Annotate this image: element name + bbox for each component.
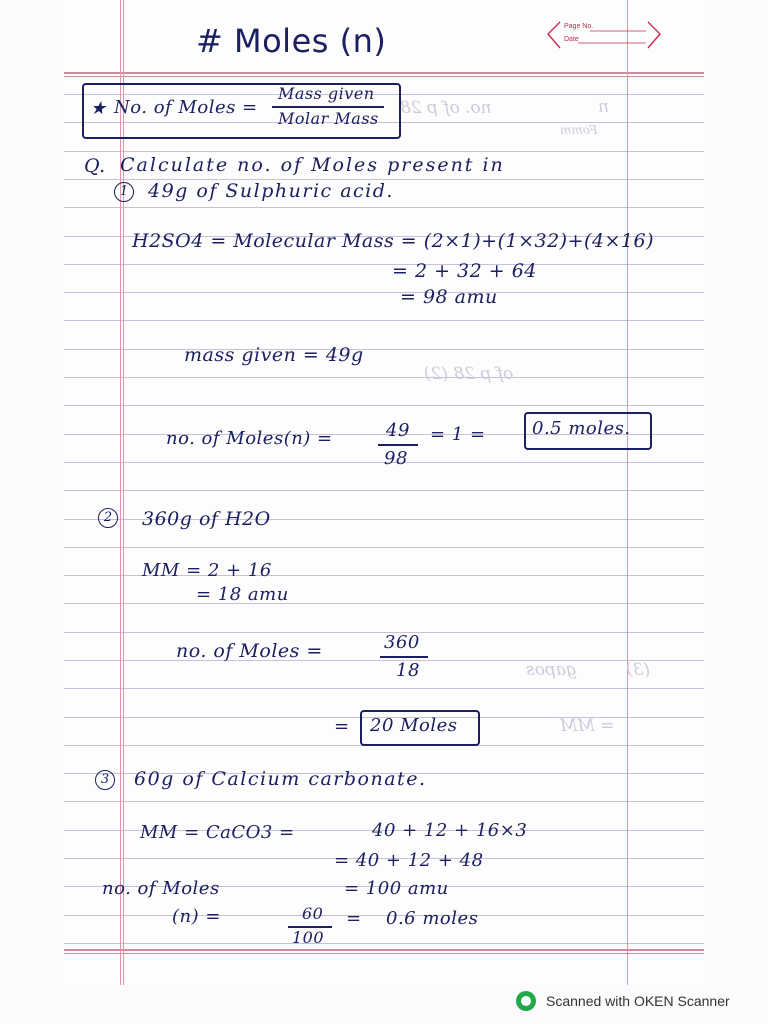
bleed-through-text: gapos [526,660,577,680]
problem-1-mass-given: mass given = 49g [184,344,364,366]
left-margin-line [120,0,121,985]
problem-2-number: 2 [98,508,118,528]
problem-1-answer: 0.5 moles. [532,418,631,439]
ruled-line [64,405,704,406]
problem-2-statement: 360g of H2O [142,508,271,530]
ruled-line [64,151,704,152]
problem-2-mm-line2: = 18 amu [196,584,289,605]
problem-2-moles-lhs: no. of Moles = [176,640,323,662]
problem-2-mm-line1: MM = 2 + 16 [142,560,272,581]
problem-2-moles-den: 18 [396,660,420,681]
footer-rule-thin [64,953,704,954]
bleed-through-text: no. of p 28 [400,98,492,118]
scanner-logo-icon [516,991,536,1011]
ruled-line [64,547,704,548]
problem-1-moles-lhs: no. of Moles(n) = [166,428,333,449]
problem-3-n-num: 60 [302,904,324,923]
bleed-through-text: Fomm [560,123,598,137]
problem-1-moles-num: 49 [386,420,410,441]
ruled-line [64,943,704,944]
problem-3-mm-line1-lhs: MM = CaCO3 = [140,822,295,843]
ruled-line [64,292,704,293]
problem-3-mm-line2: = 40 + 12 + 48 [334,850,484,871]
problem-3-statement: 60g of Calcium carbonate. [134,768,427,790]
problem-3-n-eq: = [346,908,362,929]
problem-1-moles-den: 98 [384,448,408,469]
problem-1-number: 1 [114,182,134,202]
page-number-date-box [546,20,662,50]
ruled-line [64,490,704,491]
problem-1-line1: H2SO4 = Molecular Mass = (2×1)+(1×32)+(4×16) [132,230,655,252]
problem-1-moles-mid: = 1 = [430,424,486,445]
date-label: Date [564,36,579,43]
problem-3-moles-lhs: no. of Moles [102,878,220,899]
bleed-through-text: n [598,97,609,117]
ruled-line [64,264,704,265]
problem-2-moles-num: 360 [384,632,420,653]
problem-3-n-den: 100 [292,928,325,947]
question-label: Q. [84,155,106,177]
ruled-line [64,915,704,916]
problem-1-line3: = 98 amu [400,286,498,308]
scanner-text: Scanned with OKEN Scanner [546,993,730,1009]
bleed-through-text: of p 28 (2) [424,364,514,384]
ruled-line [64,377,704,378]
problem-3-n-lhs: (n) = [172,906,221,927]
bleed-through-text: (3) [626,660,651,680]
ruled-line [64,660,704,661]
definition-denominator: Molar Mass [278,109,379,128]
problem-3-answer: 0.6 moles [386,908,479,929]
problem-3-number: 3 [95,770,115,790]
problem-2-eq: = [334,716,350,737]
ruled-line [64,207,704,208]
bleed-through-text: = MM [560,716,615,736]
scanner-watermark [516,990,730,1012]
left-margin-line-2 [123,0,124,985]
problem-2-answer: 20 Moles [370,715,458,736]
problem-1-statement: 49g of Sulphuric acid. [148,180,394,202]
ruled-line [64,603,704,604]
question-text: Calculate no. of Moles present in [120,154,505,176]
right-margin-line [627,0,628,985]
ruled-line [64,349,704,350]
ruled-line [64,320,704,321]
page-title: # Moles (n) [196,22,387,60]
problem-1-fraction-bar [378,444,418,446]
ruled-line [64,801,704,802]
definition-fraction-bar [272,106,384,108]
problem-3-mm-line1-rhs: 40 + 12 + 16×3 [372,820,528,841]
page-no-label: Page No. [564,23,594,30]
problem-3-mm-line3: = 100 amu [344,878,449,899]
star-icon: ★ [90,98,107,119]
header-rule [64,72,704,74]
definition-lhs: No. of Moles = [114,97,258,118]
definition-numerator: Mass given [278,84,375,103]
header-rule-thin [64,76,704,77]
ruled-line [64,688,704,689]
problem-1-line2: = 2 + 32 + 64 [392,260,537,282]
problem-2-fraction-bar [380,656,428,658]
footer-rule [64,949,704,951]
